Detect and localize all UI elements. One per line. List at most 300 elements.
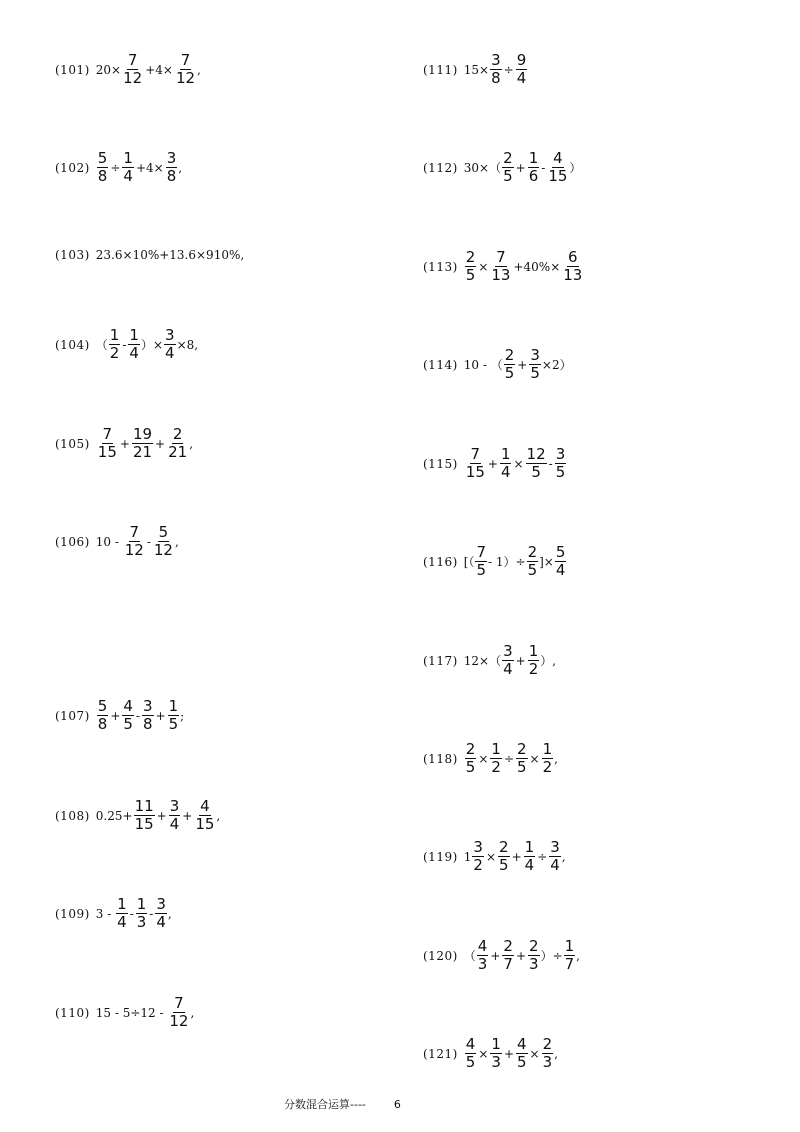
numerator: 4 [200,797,210,815]
denominator: 8 [491,69,501,87]
denominator: 3 [529,955,539,973]
expression-text: ） [569,161,582,175]
expression [464,52,528,87]
problem-113 [423,249,584,284]
numerator: 1 [500,445,511,463]
numerator: 2 [529,937,539,955]
expression [96,150,182,185]
problem-number: (112) [423,160,458,175]
numerator: 3 [530,346,540,364]
denominator: 4 [117,913,127,931]
numerator: 1 [117,895,127,913]
expression-text: , [190,1005,195,1020]
numerator: 1 [491,1035,501,1053]
fraction [527,544,539,579]
numerator: 1 [542,740,553,758]
problem-number: (116) [423,554,458,569]
expression [464,446,567,481]
numerator: 1 [524,838,535,856]
numerator: 1 [528,149,539,167]
problem-102 [55,150,182,185]
operator: + [515,160,526,175]
problem-108 [55,798,220,833]
denominator: 5 [555,463,566,481]
fraction [516,1036,528,1071]
denominator: 5 [123,715,133,733]
expression [464,839,566,874]
expression [96,798,220,833]
denominator: 4 [165,344,175,362]
fraction [564,938,576,973]
expression-text: 12×（ [463,654,502,668]
denominator: 4 [123,167,133,185]
operator: × [478,1046,489,1061]
problem-number: (117) [423,653,458,668]
expression [464,150,582,185]
numerator: 2 [503,937,513,955]
problem-number: (103) [55,248,90,262]
fraction [134,798,155,833]
problem-number: (105) [55,436,90,451]
operator: + [515,948,527,963]
numerator: 7 [174,994,184,1012]
problem-120 [423,938,580,973]
numerator: 1 [109,326,120,344]
operator: +40%× [513,259,561,274]
denominator: 15 [465,463,485,481]
denominator: 21 [168,443,188,461]
problem-110 [55,995,194,1030]
numerator: 7 [496,248,506,266]
problem-number: (110) [55,1005,90,1020]
expression-text: , [167,906,172,921]
expression-text: ×8, [176,337,199,352]
problem-114 [423,347,572,382]
footer-title: 分数混合运算---- [284,1098,366,1111]
problem-number: (119) [423,849,458,864]
numerator: 7 [102,425,113,443]
operator: + [511,849,522,864]
denominator: 5 [476,561,487,579]
expression-text: 15 - 5÷12 - [95,1005,168,1020]
fraction [528,643,540,678]
fraction [529,347,541,382]
operator: ÷ [110,160,121,175]
problem-number: (101) [55,62,90,77]
numerator: 2 [172,425,183,443]
operator: × [478,259,489,274]
fraction [516,52,528,87]
operator: ÷ [503,751,514,766]
problem-number: (104) [55,337,90,352]
fraction [502,643,514,678]
operator: × [478,751,489,766]
numerator: 2 [504,346,515,364]
problem-number: (121) [423,1046,458,1061]
fraction [109,327,121,362]
expression [96,248,244,262]
operator: - [541,160,546,175]
operator: + [490,948,501,963]
denominator: 12 [153,541,173,559]
fraction [542,1036,554,1071]
operator: - [146,534,151,549]
numerator: 3 [169,797,180,815]
fraction [528,938,540,973]
denominator: 8 [166,167,177,185]
denominator: 7 [564,955,575,973]
problem-106 [55,524,179,559]
denominator: 12 [124,541,144,559]
problem-104 [55,327,198,362]
problem-number: (120) [423,948,458,963]
numerator: 7 [470,445,481,463]
denominator: 4 [156,913,166,931]
fraction [153,524,174,559]
fraction [465,1036,477,1071]
numerator: 2 [542,1035,553,1053]
numerator: 2 [503,149,513,167]
operator: +4× [135,160,164,175]
numerator: 6 [568,248,578,266]
expression [464,1036,558,1071]
expression-text: , [216,808,221,823]
denominator: 5 [168,715,179,733]
fraction [122,150,134,185]
expression-text: , [189,436,194,451]
expression [464,347,572,382]
expression-text: 20× [95,62,122,77]
expression-text: 3 - [95,906,116,921]
denominator: 15 [97,443,117,461]
fraction [97,698,109,733]
operator: - [149,906,154,921]
expression-text: ）÷ [540,949,563,963]
denominator: 4 [516,69,527,87]
expression-text: , [554,751,558,766]
fraction [477,938,489,973]
denominator: 2 [491,758,501,776]
problem-number: (114) [423,357,458,372]
problem-112 [423,150,581,185]
fraction [128,327,140,362]
numerator: 7 [180,51,191,69]
denominator: 3 [491,1053,501,1071]
operator: + [155,436,166,451]
expression [464,938,580,973]
denominator: 8 [143,715,153,733]
numerator: 3 [156,895,166,913]
numerator: 2 [517,740,527,758]
denominator: 5 [499,856,509,874]
fraction [516,741,528,776]
expression-text: - 1）÷ [488,555,526,569]
expression [96,896,172,931]
page-number: 6 [393,1098,401,1111]
fraction [155,896,167,931]
denominator: 5 [530,364,540,382]
problem-number: (115) [423,456,458,471]
problem-109 [55,896,172,931]
operator: × [529,751,540,766]
operator: × [485,849,497,864]
expression-text: [（ [463,555,475,569]
denominator: 13 [563,266,583,284]
expression [464,249,585,284]
operator: - [122,337,127,352]
denominator: 12 [123,69,143,87]
fraction [549,839,561,874]
expression [96,52,201,87]
numerator: 1 [123,149,133,167]
operator: ÷ [503,62,514,77]
denominator: 4 [550,856,560,874]
numerator: 3 [166,149,177,167]
fraction [555,544,567,579]
fraction [465,249,477,284]
page-footer [284,1096,401,1112]
numerator: 12 [526,445,546,463]
expression-text: ]× [539,554,554,569]
numerator: 7 [127,51,138,69]
expression-text: 15× [463,62,490,77]
expression-text: , [561,849,566,864]
denominator: 4 [503,660,513,678]
denominator: 15 [548,167,568,185]
expression-text: ×2） [541,358,572,372]
denominator: 15 [195,815,215,833]
operator: + [503,1046,514,1061]
fraction [524,839,536,874]
operator: × [529,1046,540,1061]
fraction [168,698,180,733]
fraction [490,1036,502,1071]
problem-number: (107) [55,708,90,723]
numerator: 4 [123,697,133,715]
problem-101 [55,52,201,87]
numerator: 1 [564,937,575,955]
denominator: 7 [503,955,513,973]
problem-number: (108) [55,808,90,823]
expression-text: 23.6×10%+13.6×910%, [95,248,245,262]
denominator: 5 [517,1053,527,1071]
expression-text: 1 [463,849,472,864]
numerator: 3 [555,445,566,463]
problem-111 [423,52,528,87]
problem-118 [423,741,558,776]
denominator: 5 [503,167,513,185]
expression-text: , [174,534,179,549]
operator: + [110,708,121,723]
expression [96,995,195,1030]
denominator: 4 [169,815,180,833]
fraction [116,896,128,931]
operator: ÷ [537,849,548,864]
operator: + [487,456,498,471]
denominator: 12 [175,69,196,87]
expression-text: 10 - [95,534,123,549]
numerator: 1 [168,697,179,715]
numerator: 4 [465,1035,476,1053]
expression [464,741,558,776]
fraction [122,698,134,733]
fraction [194,798,215,833]
numerator: 4 [477,937,488,955]
fraction [498,839,510,874]
fraction [166,150,178,185]
fraction [142,698,154,733]
fraction [500,446,512,481]
numerator: 3 [143,697,153,715]
expression [96,524,179,559]
fraction [504,347,516,382]
problem-119 [423,839,566,874]
expression-text: 10 - （ [463,358,503,372]
operator: + [517,357,528,372]
denominator: 4 [129,344,139,362]
numerator: 5 [97,149,108,167]
problem-number: (102) [55,160,90,175]
problem-number: (113) [423,259,458,274]
problem-number: (109) [55,906,90,921]
expression-text: 0.25+ [95,808,133,823]
numerator: 19 [132,425,153,443]
operator: + [515,653,526,668]
numerator: 5 [158,523,169,541]
numerator: 11 [134,797,154,815]
problem-number: (111) [423,62,458,77]
numerator: 5 [97,697,108,715]
numerator: 3 [165,326,175,344]
fraction [555,446,567,481]
expression-text: , [178,160,183,175]
denominator: 8 [97,167,108,185]
operator: + [182,808,193,823]
expression-text: （ [95,338,108,352]
denominator: 4 [500,463,511,481]
expression-text: 30×（ [463,161,502,175]
operator: - [548,456,553,471]
fraction [490,249,511,284]
problem-number: (106) [55,534,90,549]
fraction [526,446,547,481]
denominator: 2 [109,344,120,362]
denominator: 13 [491,266,511,284]
expression-text: , [554,1046,558,1061]
denominator: 5 [504,364,515,382]
fraction [465,446,486,481]
fraction [97,426,118,461]
fraction [97,150,109,185]
expression [96,327,198,362]
fraction [136,896,148,931]
expression-text: ; [180,708,185,723]
fraction [168,995,189,1030]
fraction [542,741,554,776]
numerator: 2 [465,740,476,758]
denominator: 2 [542,758,553,776]
numerator: 2 [499,838,509,856]
operator: + [156,808,167,823]
fraction [490,741,502,776]
fraction [528,150,540,185]
fraction [490,52,502,87]
numerator: 2 [465,248,476,266]
numerator: 5 [555,543,566,561]
denominator: 8 [97,715,108,733]
numerator: 4 [553,149,563,167]
problem-105 [55,426,193,461]
numerator: 3 [491,51,501,69]
problem-117 [423,643,556,678]
problem-116 [423,544,567,579]
denominator: 3 [477,955,488,973]
numerator: 3 [550,838,560,856]
denominator: 3 [542,1053,553,1071]
expression-text: （ [463,949,476,963]
denominator: 5 [517,758,527,776]
denominator: 12 [169,1012,189,1030]
fraction [169,798,181,833]
denominator: 2 [473,856,483,874]
operator: + [155,708,166,723]
fraction [562,249,583,284]
expression [464,544,568,579]
expression-text: ）, [540,654,557,668]
fraction [475,544,487,579]
numerator: 3 [473,838,483,856]
problem-121 [423,1036,558,1071]
expression [464,643,556,678]
fraction [164,327,176,362]
fraction [465,741,477,776]
fraction [472,839,484,874]
fraction [132,426,153,461]
problem-115 [423,446,567,481]
denominator: 5 [465,266,476,284]
problem-107 [55,698,184,733]
numerator: 1 [491,740,501,758]
numerator: 7 [476,543,487,561]
numerator: 9 [516,51,527,69]
denominator: 6 [528,167,539,185]
fraction [502,150,514,185]
fraction [175,52,196,87]
numerator: 7 [129,523,140,541]
numerator: 1 [528,642,539,660]
denominator: 5 [531,463,541,481]
fraction [502,938,514,973]
expression-text: , [576,948,580,963]
numerator: 2 [527,543,538,561]
denominator: 21 [132,443,153,461]
fraction [124,524,145,559]
operator: - [135,708,140,723]
problem-103 [55,248,244,262]
denominator: 5 [465,1053,476,1071]
expression [96,426,193,461]
fraction [122,52,143,87]
operator: × [513,456,524,471]
numerator: 1 [129,326,139,344]
numerator: 4 [517,1035,527,1053]
denominator: 5 [527,561,538,579]
denominator: 4 [524,856,535,874]
denominator: 2 [528,660,539,678]
denominator: 3 [136,913,147,931]
expression [96,698,184,733]
operator: +4× [145,62,173,77]
